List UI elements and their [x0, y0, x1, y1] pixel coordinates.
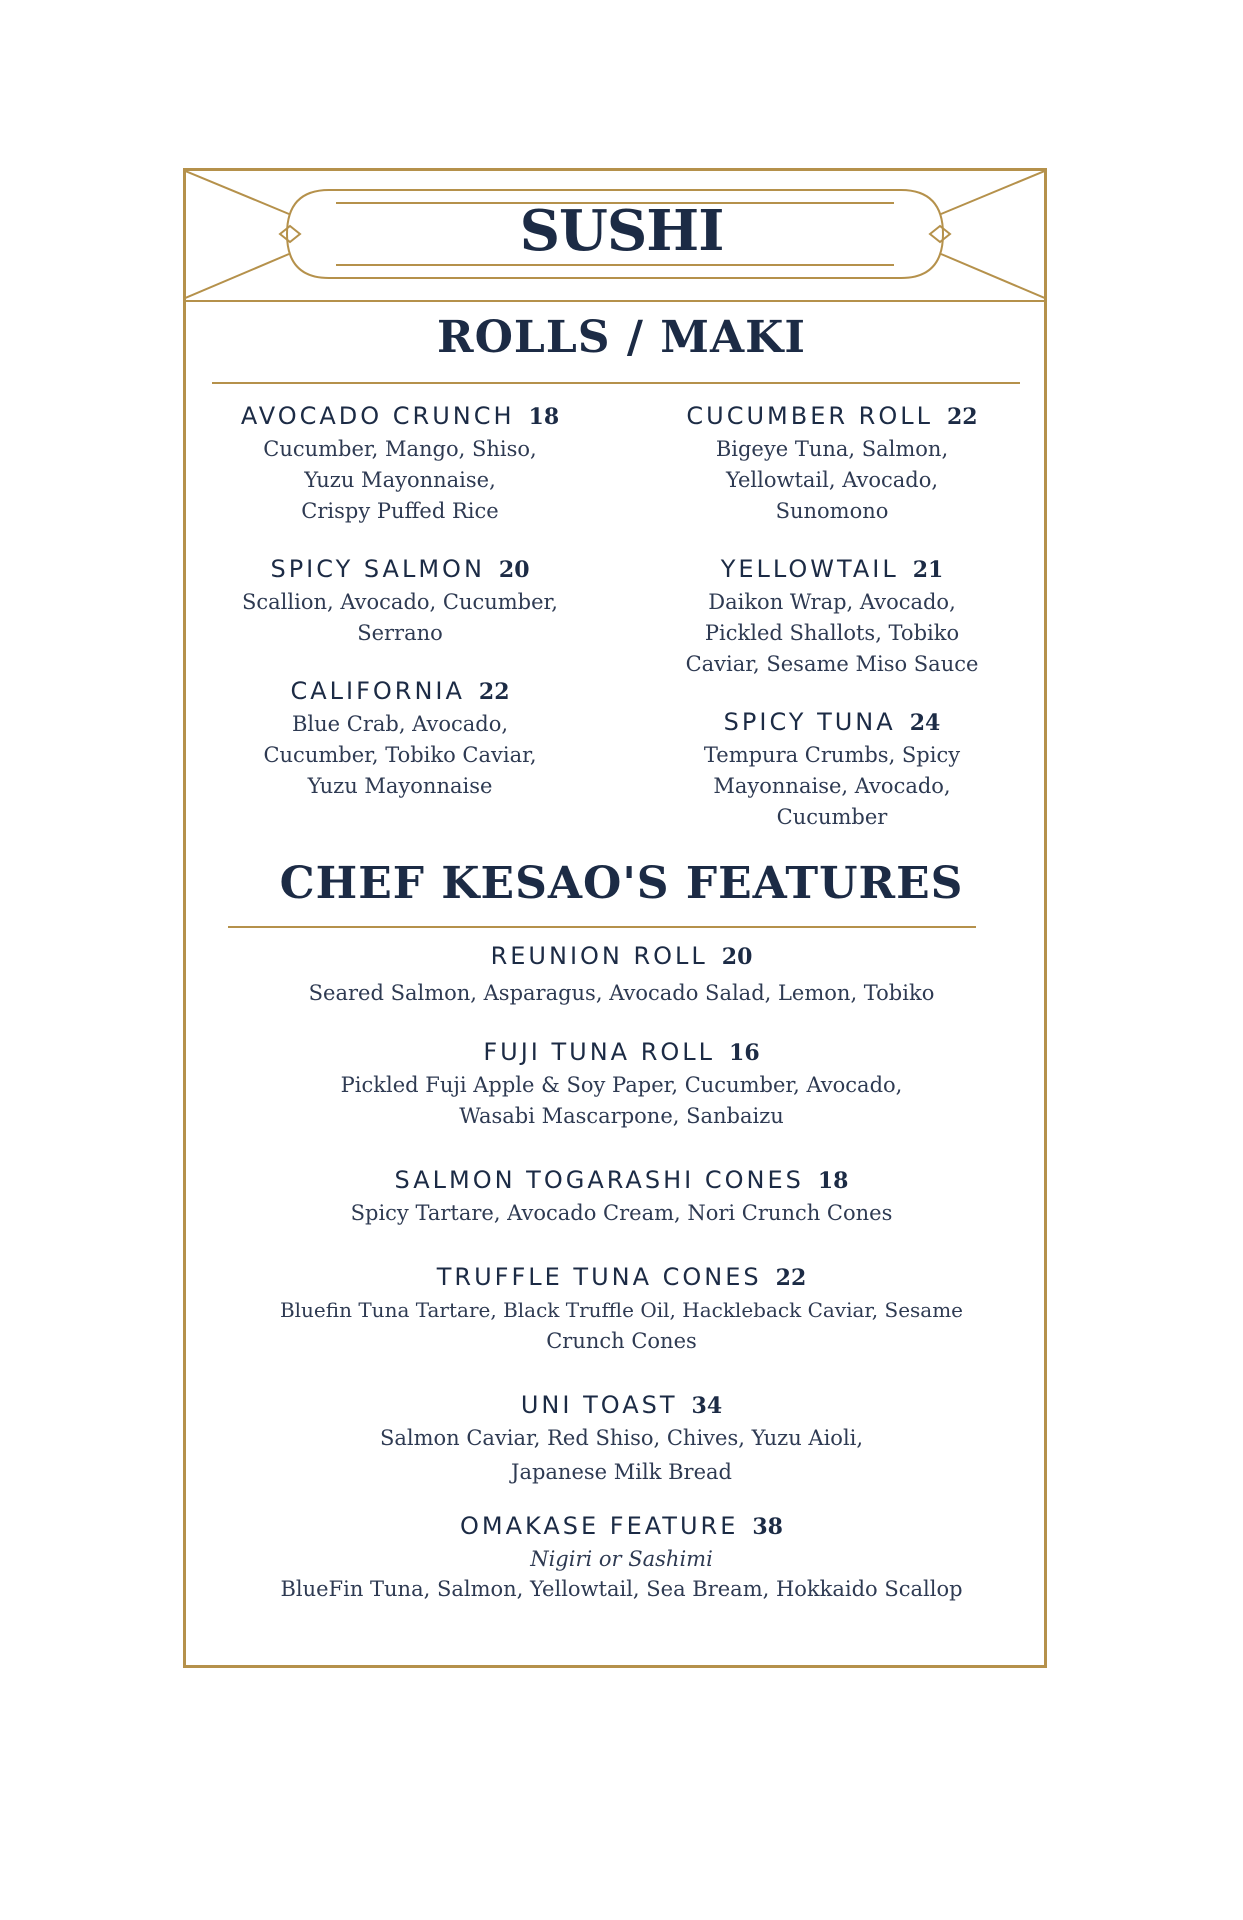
item-description: Yuzu Mayonnaise,: [304, 468, 496, 492]
item-description: Wasabi Mascarpone, Sanbaizu: [459, 1104, 784, 1128]
item-price: 18: [528, 404, 560, 430]
item-description: Yellowtail, Avocado,: [725, 468, 939, 492]
menu-item: [200, 939, 1043, 1009]
item-price: 34: [691, 1393, 723, 1419]
menu-item: [200, 399, 600, 527]
item-description: Caviar, Sesame Miso Sauce: [685, 652, 979, 676]
item-description: Bigeye Tuna, Salmon,: [715, 437, 949, 461]
item-description: Yuzu Mayonnaise: [307, 774, 493, 798]
item-description: Seared Salmon, Asparagus, Avocado Salad, Lemon, Tobiko: [308, 981, 935, 1005]
item-name: SPICY TUNA: [723, 708, 896, 736]
item-description: Pickled Shallots, Tobiko: [704, 621, 960, 645]
item-price: 21: [912, 557, 944, 583]
item-name: SPICY SALMON: [270, 555, 485, 583]
item-description: Scallion, Avocado, Cucumber,: [242, 590, 558, 614]
item-name: AVOCADO CRUNCH: [240, 402, 515, 430]
item-description: Mayonnaise, Avocado,: [713, 774, 951, 798]
menu-item: [200, 1035, 1043, 1132]
item-name: YELLOWTAIL: [720, 555, 899, 583]
rolls-divider: [212, 382, 1020, 384]
menu-item: [632, 552, 1032, 680]
item-name: CALIFORNIA: [290, 677, 465, 705]
item-description: Sunomono: [775, 499, 889, 523]
item-price: 16: [729, 1040, 760, 1066]
item-price: 18: [817, 1168, 849, 1194]
page-title: SUSHI: [519, 198, 724, 264]
item-description: Cucumber: [776, 805, 888, 829]
item-price: 38: [752, 1514, 783, 1540]
item-name: UNI TOAST: [520, 1391, 678, 1419]
item-price: 20: [498, 557, 530, 583]
item-description: Crispy Puffed Rice: [301, 499, 499, 523]
item-price: 22: [478, 679, 510, 705]
menu-item: [632, 399, 1032, 527]
item-description: Cucumber, Mango, Shiso,: [263, 437, 537, 461]
item-name: TRUFFLE TUNA CONES: [436, 1263, 762, 1291]
item-description: Japanese Milk Bread: [511, 1460, 732, 1484]
menu-item: [200, 1163, 1043, 1229]
rolls-heading: ROLLS / MAKI: [437, 312, 806, 363]
item-price: 20: [721, 944, 753, 970]
item-description: Cucumber, Tobiko Caviar,: [263, 743, 537, 767]
item-price: 22: [775, 1265, 807, 1291]
item-description: BlueFin Tuna, Salmon, Yellowtail, Sea Bream, Hokkaido Scallop: [280, 1577, 963, 1601]
item-description: Spicy Tartare, Avocado Cream, Nori Crunch Cones: [350, 1201, 893, 1225]
item-description: Salmon Caviar, Red Shiso, Chives, Yuzu Aioli,: [379, 1426, 864, 1450]
item-name: OMAKASE FEATURE: [460, 1512, 739, 1540]
item-description: Blue Crab, Avocado,: [291, 712, 509, 736]
menu-item: [200, 1509, 1043, 1605]
menu-item: [200, 552, 600, 649]
item-description: Pickled Fuji Apple & Soy Paper, Cucumber, Avocado,: [340, 1073, 903, 1097]
item-name: SALMON TOGARASHI CONES: [394, 1166, 804, 1194]
item-description: Tempura Crumbs, Spicy: [703, 743, 961, 767]
item-description: Daikon Wrap, Avocado,: [708, 590, 956, 614]
item-subtitle: Nigiri or Sashimi: [530, 1547, 713, 1571]
menu-item: [200, 1260, 1043, 1357]
item-name: CUCUMBER ROLL: [686, 402, 933, 430]
item-price: 24: [909, 710, 941, 736]
menu-item: [200, 674, 600, 802]
menu-item: [632, 705, 1032, 833]
item-description: Crunch Cones: [546, 1329, 697, 1353]
features-heading: CHEF KESAO'S FEATURES: [279, 858, 964, 909]
features-divider: [228, 926, 976, 928]
item-price: 22: [946, 404, 978, 430]
item-name: FUJI TUNA ROLL: [483, 1038, 716, 1066]
item-description: Serrano: [357, 621, 443, 645]
item-name: REUNION ROLL: [490, 942, 708, 970]
menu-item: [200, 1388, 1043, 1488]
item-description: Bluefin Tuna Tartare, Black Truffle Oil, Hackleback Caviar, Sesame: [279, 1298, 964, 1322]
